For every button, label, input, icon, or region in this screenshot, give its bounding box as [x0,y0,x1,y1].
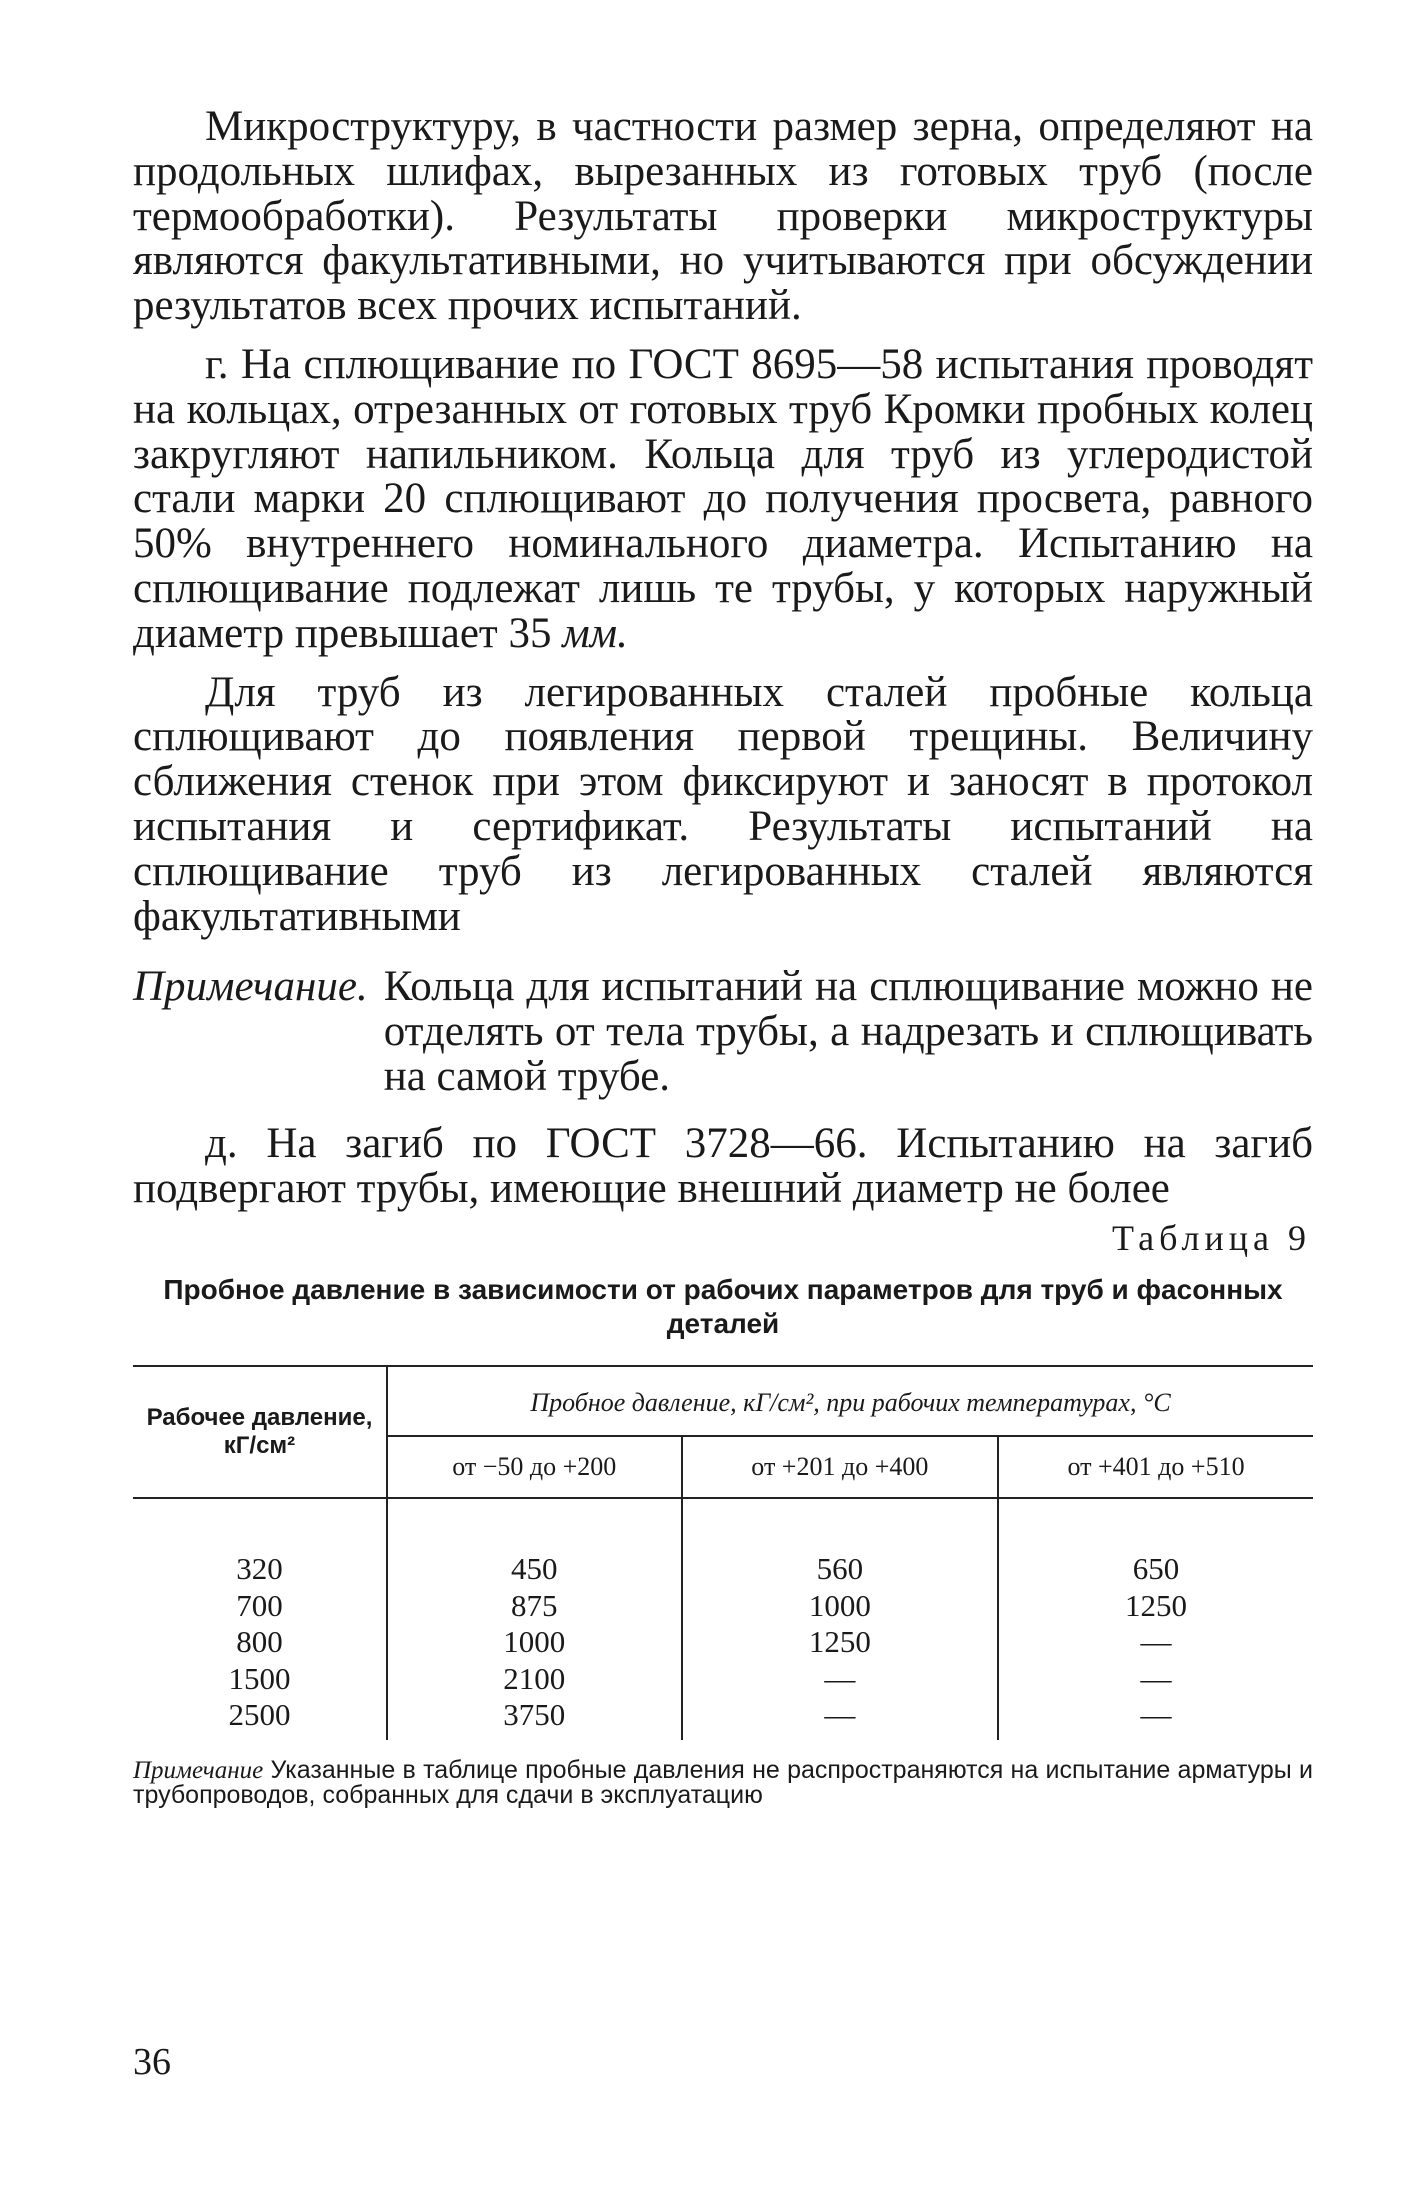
header-test-pressure: Пробное давление, кГ/см², при рабочих температурах, °С [387,1366,1313,1436]
cell: 1000 [503,1624,566,1660]
page-number: 36 [133,2041,171,2083]
cell: 650 [1132,1551,1180,1587]
cell: 700 [236,1587,283,1623]
cell: — [1140,1624,1172,1660]
cell: 875 [511,1587,558,1623]
table-caption: Таблица 9 [1112,1218,1311,1259]
header-temp-range-2: от +201 до +400 [682,1436,999,1498]
cell: — [1140,1660,1172,1696]
cell: 800 [236,1624,283,1660]
cell: 3750 [503,1697,566,1733]
cell: 1500 [228,1660,291,1696]
paragraph-alloy-steel: Для труб из легированных сталей пробные кольца сплющивают до появления первой трещины. Величину сближения стенок при этом фиксируют и заносят в протокол испытания и сертификат. Результаты испытаний на сплющивание труб из легированных сталей являются факультативными [133,668,1313,940]
column-temp-1 [387,1498,682,1740]
paragraph-flattening-text: г. На сплющивание по ГОСТ 8695—58 испытания проводят на кольцах, отрезанных от готовых труб Кромки пробных колец закругляют напильником. Кольца для труб из углеродистой стали марки 20 сплющивают до получения просвета, равного 50% внутреннего номинального диаметра. Испытанию на сплющивание подлежат лишь те трубы, у которых наружный диаметр превышает 35 [133,340,1313,657]
pressure-table [133,1365,1313,1740]
cell: 1250 [808,1624,871,1660]
cell: 1250 [1125,1587,1188,1623]
cell: 450 [511,1551,558,1587]
unit-mm: мм. [562,609,628,657]
paragraph-microstructure: Микроструктуру, в частности размер зерна, определяют на продольных шлифах, вырезанных из готовых труб (после термообработки). Результаты проверки микроструктуры являются факультативными, но учитываются при обсуждении результатов всех прочих испытаний. [133,103,1313,330]
column-temp-3 [998,1498,1313,1740]
paragraph-flattening [133,340,1313,657]
cell: 2500 [228,1697,291,1733]
column-working-pressure [133,1498,387,1740]
cell: 320 [236,1551,283,1587]
header-temp-range-3: от +401 до +510 [998,1436,1313,1498]
header-working-pressure: Рабочее давление, кГ/см² [133,1366,387,1498]
note-text: Кольца для испытаний на сплющивание можно не отделять от тела трубы, а надрезать и сплющивать на самой трубе. [383,963,1313,1100]
cell: 2100 [503,1660,566,1696]
page-content [133,105,1313,1808]
note-block [133,965,1313,1099]
cell: 560 [816,1551,864,1587]
table-footnote [133,1755,1313,1809]
cell: 1000 [808,1587,871,1623]
paragraph-bend: д. На загиб по ГОСТ 3728—66. Испытанию на загиб подвергают трубы, имеющие внешний диаметр не более [133,1119,1313,1212]
cell: — [1140,1697,1172,1733]
cell: — [824,1660,856,1696]
column-temp-2 [682,1498,999,1740]
footnote-label: Примечание [133,1756,264,1784]
footnote-text: Указанные в таблице пробные давления не распространяются на испытание арматуры и трубопроводов, собранных для сдачи в эксплуатацию [133,1755,1313,1809]
table-body-row [133,1498,1313,1740]
cell: — [824,1697,856,1733]
header-temp-range-1: от −50 до +200 [387,1436,682,1498]
table-title: Пробное давление в зависимости от рабочих параметров для труб и фасонных деталей [163,1274,1283,1340]
note-label: Примечание. [133,963,368,1011]
